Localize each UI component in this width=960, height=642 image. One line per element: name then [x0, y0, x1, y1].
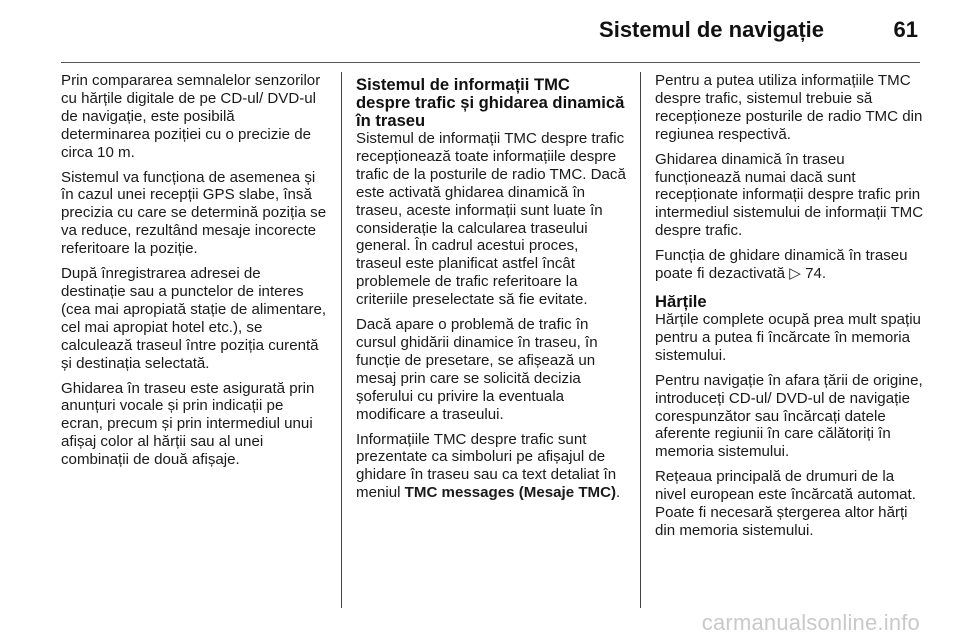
paragraph: Dacă apare o problemă de trafic în cursul ghidării dinamice în traseu, în funcție de presetare, se afișează un mesaj prin care se solicită decizia șoferului cu privire la eventuala modificare a traseului.: [356, 316, 598, 423]
paragraph-end: .: [821, 265, 827, 283]
paragraph-end: .: [616, 484, 621, 502]
paragraph: Pentru navigație în afara țării de origine, introduceți CD-ul/ DVD-ul de navigație corespunzător sau încărcați datele aferente regiunii în care călătoriți în memoria sistemului.: [655, 371, 923, 461]
page-reference[interactable]: 74: [805, 265, 822, 283]
column-divider-1: [341, 72, 342, 608]
paragraph: [356, 431, 626, 503]
paragraph: [655, 247, 925, 283]
page-header-title: Sistemul de navigație: [599, 17, 824, 42]
paragraph: Rețeaua principală de drumuri de la nivel european este încărcată automat. Poate fi necesară ștergerea altor hărți din memoria sistemului.: [655, 468, 916, 539]
menu-reference: TMC messages (Mesaje TMC): [404, 484, 617, 502]
paragraph: Hărțile complete ocupă prea mult spațiu pentru a putea fi încărcate în memoria sistemului.: [655, 310, 921, 364]
paragraph-text: Informațiile TMC despre trafic sunt prezentate ca simboluri pe afișajul de ghidare în traseu sau ca text detaliat în meniul: [356, 430, 617, 502]
paragraph: Sistemul va funcționa de asemenea și în cazul unei recepții GPS slabe, însă precizia cu care se determină poziția se va reduce, rezultând mesaje incorecte referitoare la poziție.: [61, 168, 327, 258]
column-divider-2: [640, 72, 641, 608]
page-number: 61: [893, 17, 918, 42]
watermark: carmanualsonline.info: [701, 610, 920, 635]
header-divider: [61, 62, 920, 63]
column-2: [356, 76, 626, 509]
page-ref-arrow-icon: ▷: [789, 265, 801, 283]
paragraph: Ghidarea în traseu este asigurată prin anunțuri vocale și prin indicații pe ecran, precum și prin intermediul unui afișaj color al hărții sau al unei combinații de două afișaje.: [61, 379, 315, 469]
column-1: [61, 72, 327, 476]
paragraph: Prin compararea semnalelor senzorilor cu hărțile digitale de pe CD-ul/ DVD-ul de navigație, este posibilă determinarea poziției cu o precizie de circa 10 m.: [61, 72, 321, 161]
paragraph: Ghidarea dinamică în traseu funcționează numai dacă sunt recepționate informații despre trafic prin intermediul sistemului de informații TMC despre trafic.: [655, 150, 924, 240]
paragraph-text: Funcția de ghidare dinamică în traseu poate fi dezactivată: [655, 247, 908, 283]
paragraph: Pentru a putea utiliza informațiile TMC despre trafic, sistemul trebuie să recepționeze posturile de radio TMC din regiunea respectivă.: [655, 72, 923, 143]
section-title-tmc: Sistemul de informații TMC despre trafic și ghidarea dinamică în traseu: [356, 75, 625, 130]
column-3: [655, 72, 925, 547]
paragraph: Sistemul de informații TMC despre trafic recepționează toate informațiile despre trafic de la posturile de radio TMC. Dacă este activată ghidarea dinamică în traseu, aceste informații sunt luate în considerație la calcularea traseului general. În cadrul acestui proces, traseul este planificat astfel încât problemele de trafic referitoare la criteriile preselectate să fie evitate.: [356, 130, 626, 309]
section-title-maps: Hărțile: [655, 291, 707, 311]
paragraph: După înregistrarea adresei de destinație sau a punctelor de interes (cea mai apropiată stație de alimentare, cel mai apropiat hotel etc.), se calculează traseul între poziția curentă și destinația selectată.: [61, 265, 327, 372]
